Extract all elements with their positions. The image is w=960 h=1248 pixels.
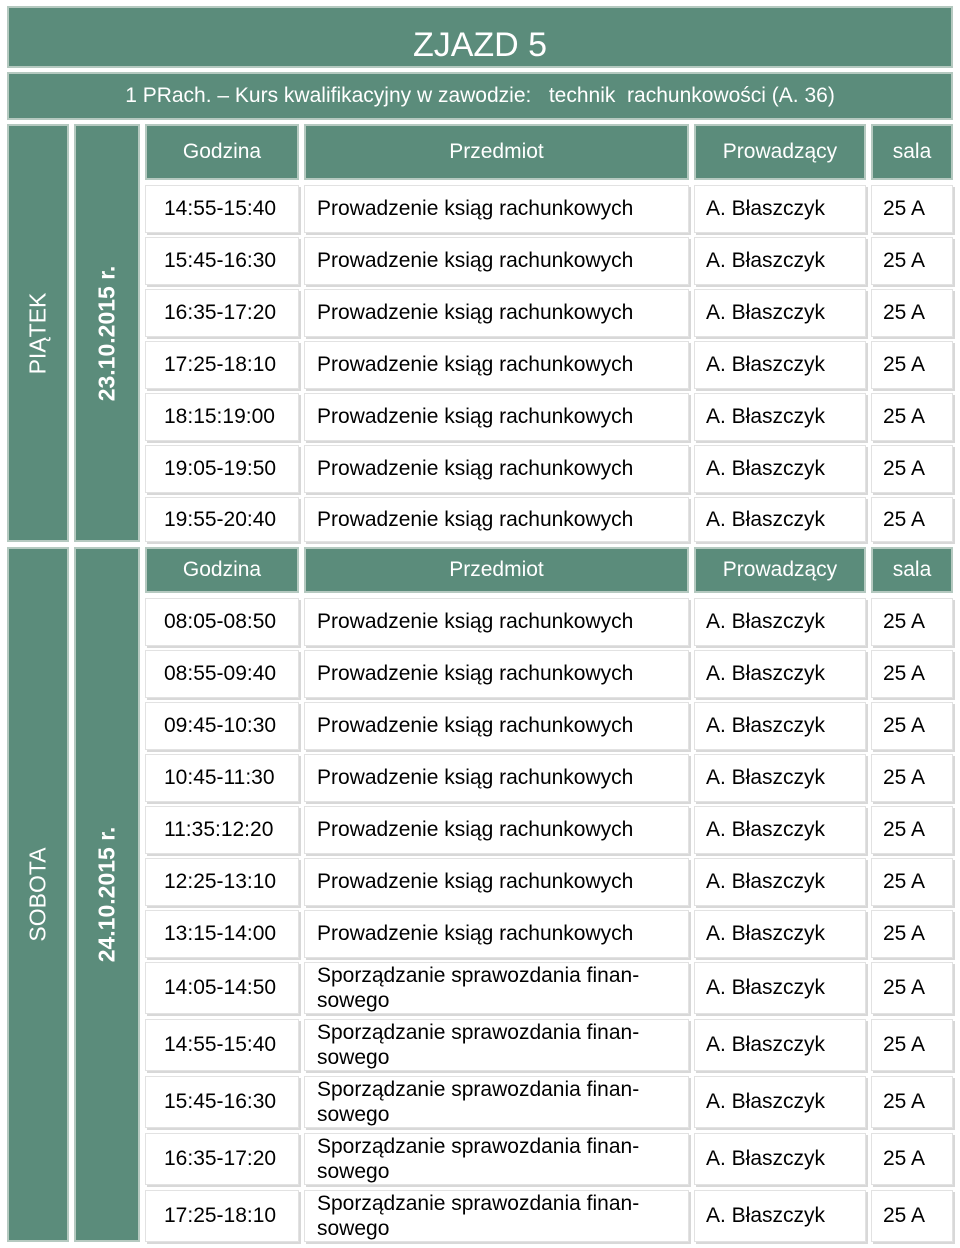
room-cell: 25 A (871, 393, 953, 441)
column-header-teacher: Prowadzący (694, 124, 866, 180)
time-cell: 14:55-15:40 (145, 185, 299, 233)
teacher-cell: A. Błaszczyk (694, 962, 866, 1014)
date-label-friday: 23.10.2015 r. (74, 124, 140, 542)
time-cell: 09:45-10:30 (145, 702, 299, 750)
room-cell: 25 A (871, 1133, 953, 1185)
room-cell: 25 A (871, 445, 953, 493)
room-cell: 25 A (871, 341, 953, 389)
teacher-cell: A. Błaszczyk (694, 497, 866, 542)
time-cell: 10:45-11:30 (145, 754, 299, 802)
teacher-cell: A. Błaszczyk (694, 445, 866, 493)
time-cell: 14:55-15:40 (145, 1019, 299, 1071)
teacher-cell: A. Błaszczyk (694, 910, 866, 958)
time-cell: 14:05-14:50 (145, 962, 299, 1014)
time-cell: 08:55-09:40 (145, 650, 299, 698)
time-cell: 18:15:19:00 (145, 393, 299, 441)
subject-cell: Prowadzenie ksiąg rachunkowych (304, 497, 689, 542)
subject-cell (304, 1019, 689, 1071)
page-title (7, 6, 953, 68)
subject-cell: Prowadzenie ksiąg rachunkowych (304, 910, 689, 958)
column-header-room: sala (871, 124, 953, 180)
subject-cell: Prowadzenie ksiąg rachunkowych (304, 858, 689, 906)
subtitle-text: 1 PRach. – Kurs kwalifikacyjny w zawodzie: technik rachunkowości (A. 36) (125, 84, 835, 107)
room-cell: 25 A (871, 806, 953, 854)
room-cell: 25 A (871, 289, 953, 337)
column-header-room: sala (871, 547, 953, 593)
teacher-cell: A. Błaszczyk (694, 1190, 866, 1242)
teacher-cell: A. Błaszczyk (694, 754, 866, 802)
subject-cell: Prowadzenie ksiąg rachunkowych (304, 702, 689, 750)
subject-cell: Prowadzenie ksiąg rachunkowych (304, 806, 689, 854)
day-label-friday: PIĄTEK (7, 124, 69, 542)
room-cell: 25 A (871, 754, 953, 802)
room-cell: 25 A (871, 962, 953, 1014)
subject-line: Sporządzanie sprawozdania finan- (317, 964, 640, 987)
teacher-cell: A. Błaszczyk (694, 598, 866, 646)
subject-cell: Prowadzenie ksiąg rachunkowych (304, 598, 689, 646)
subject-cell: Prowadzenie ksiąg rachunkowych (304, 393, 689, 441)
teacher-cell: A. Błaszczyk (694, 650, 866, 698)
time-cell: 15:45-16:30 (145, 237, 299, 285)
time-cell: 15:45-16:30 (145, 1076, 299, 1128)
subject-cell: Prowadzenie ksiąg rachunkowych (304, 650, 689, 698)
column-header-time: Godzina (145, 124, 299, 180)
teacher-cell: A. Błaszczyk (694, 289, 866, 337)
day-label-saturday: SOBOTA (7, 547, 69, 1242)
subject-line: Sporządzanie sprawozdania finan- (317, 1078, 640, 1101)
subject-cell (304, 1190, 689, 1242)
time-cell: 13:15-14:00 (145, 910, 299, 958)
subject-line-cont: sowego (317, 1160, 390, 1183)
column-header-subject: Przedmiot (304, 124, 689, 180)
subject-line-cont: sowego (317, 1103, 390, 1126)
subject-cell: Prowadzenie ksiąg rachunkowych (304, 237, 689, 285)
column-header-time: Godzina (145, 547, 299, 593)
time-cell: 16:35-17:20 (145, 289, 299, 337)
room-cell: 25 A (871, 185, 953, 233)
teacher-cell: A. Błaszczyk (694, 806, 866, 854)
teacher-cell: A. Błaszczyk (694, 1019, 866, 1071)
time-cell: 08:05-08:50 (145, 598, 299, 646)
subject-cell: Prowadzenie ksiąg rachunkowych (304, 341, 689, 389)
course-subtitle (7, 72, 953, 120)
date-label-saturday: 24.10.2015 r. (74, 547, 140, 1242)
room-cell: 25 A (871, 910, 953, 958)
room-cell: 25 A (871, 497, 953, 542)
subject-line-cont: sowego (317, 989, 390, 1012)
room-cell: 25 A (871, 1190, 953, 1242)
time-cell: 12:25-13:10 (145, 858, 299, 906)
teacher-cell: A. Błaszczyk (694, 1076, 866, 1128)
teacher-cell: A. Błaszczyk (694, 237, 866, 285)
column-header-subject: Przedmiot (304, 547, 689, 593)
subject-cell: Prowadzenie ksiąg rachunkowych (304, 754, 689, 802)
room-cell: 25 A (871, 650, 953, 698)
teacher-cell: A. Błaszczyk (694, 1133, 866, 1185)
subject-cell (304, 1133, 689, 1185)
subject-cell (304, 1076, 689, 1128)
room-cell: 25 A (871, 598, 953, 646)
time-cell: 17:25-18:10 (145, 1190, 299, 1242)
subject-cell: Prowadzenie ksiąg rachunkowych (304, 185, 689, 233)
subject-line: Sporządzanie sprawozdania finan- (317, 1192, 640, 1215)
time-cell: 19:05-19:50 (145, 445, 299, 493)
teacher-cell: A. Błaszczyk (694, 185, 866, 233)
subject-cell (304, 962, 689, 1014)
teacher-cell: A. Błaszczyk (694, 341, 866, 389)
time-cell: 16:35-17:20 (145, 1133, 299, 1185)
teacher-cell: A. Błaszczyk (694, 702, 866, 750)
room-cell: 25 A (871, 237, 953, 285)
time-cell: 19:55-20:40 (145, 497, 299, 542)
room-cell: 25 A (871, 858, 953, 906)
teacher-cell: A. Błaszczyk (694, 393, 866, 441)
time-cell: 11:35:12:20 (145, 806, 299, 854)
title-text: ZJAZD 5 (412, 25, 548, 64)
subject-line: Sporządzanie sprawozdania finan- (317, 1135, 640, 1158)
teacher-cell: A. Błaszczyk (694, 858, 866, 906)
column-header-teacher: Prowadzący (694, 547, 866, 593)
room-cell: 25 A (871, 1076, 953, 1128)
room-cell: 25 A (871, 1019, 953, 1071)
subject-line: Sporządzanie sprawozdania finan- (317, 1021, 640, 1044)
subject-cell: Prowadzenie ksiąg rachunkowych (304, 445, 689, 493)
room-cell: 25 A (871, 702, 953, 750)
time-cell: 17:25-18:10 (145, 341, 299, 389)
subject-cell: Prowadzenie ksiąg rachunkowych (304, 289, 689, 337)
subject-line-cont: sowego (317, 1046, 390, 1069)
subject-line-cont: sowego (317, 1217, 390, 1240)
